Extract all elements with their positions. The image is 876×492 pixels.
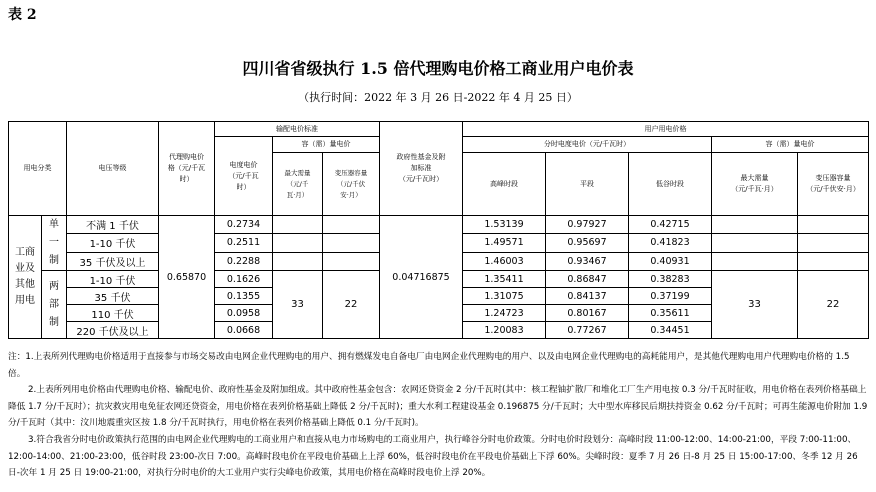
header-capacity: 容（需）量电价 [273,137,380,153]
header-tou: 分时电度电价（元/千瓦时） [463,137,712,153]
energy-price-cell: 0.0668 [215,322,273,339]
peak-cell: 1.24723 [463,305,546,322]
transformer-cell: 22 [323,271,380,339]
valley-cell: 0.40931 [629,252,712,270]
header-transformer: 变压器容量 （元/千伏 安·月） [323,153,380,216]
valley-cell: 0.37199 [629,288,712,305]
energy-price-cell: 0.2734 [215,216,273,234]
voltage-cell: 220 千伏及以上 [67,322,159,339]
proxy-price-cell: 0.65870 [159,216,215,339]
note-2: 2.上表所列用电价格由代理购电价格、输配电价、政府性基金及附加组成。其中政府性基金包含：农网还贷资金 2 分/千瓦时(其中：核工程铀扩散厂和堆化工厂生产用电按 0.3 分/千瓦时征收，用电价格在表列价格基础上降低 1.7 分/千瓦时）；抗灾救灾用电免征农网还贷资金，用电价格在表列价格基础上降低 2 分/千瓦时)；重大水利工程建设基金 0.196875 分/千瓦时；大中型水库移民后期扶持资金 0.62 分/千瓦时；可再生能源电价附加 1.9 分/千瓦时（其中：汶川地震重灾区按 1.8 分/千瓦时执行，用电价格在表列价格基础上降低 0.1 分/千瓦时)。 [8,385,868,429]
voltage-cell: 35 千伏 [67,288,159,305]
header-max-demand-user: 最大需量 （元/千瓦·月） [712,153,798,216]
header-transformer-user: 变压器容量 （元/千伏安·月） [798,153,869,216]
voltage-cell: 不满 1 千伏 [67,216,159,234]
category-cell: 工商 业及 其他 用电 [9,216,42,339]
energy-price-cell: 0.2511 [215,234,273,252]
peak-cell: 1.31075 [463,288,546,305]
energy-price-cell: 0.1626 [215,271,273,288]
header-transmission: 输配电价标准 [215,122,380,137]
two-part-cell: 两 部 制 [42,271,67,339]
table-row [9,216,869,234]
transformer-user-cell: 22 [798,271,869,339]
flat-cell: 0.80167 [546,305,629,322]
note-1: 注：1.上表所列代理购电价格适用于直接参与市场交易改由电网企业代理购电的用户、拥有燃煤发电自备电厂由电网企业代理购电的用户、以及由电网企业代理购电的高耗能用户，是其他代理购电用户代理购电价格的 1.5 倍。 [8,352,850,379]
header-peak: 高峰时段 [463,153,546,216]
energy-price-cell: 0.2288 [215,252,273,270]
voltage-cell: 1-10 千伏 [67,234,159,252]
energy-price-cell: 0.1355 [215,288,273,305]
valley-cell: 0.42715 [629,216,712,234]
max-demand-cell: 33 [273,271,323,339]
peak-cell: 1.53139 [463,216,546,234]
voltage-cell: 35 千伏及以上 [67,252,159,270]
valley-cell: 0.38283 [629,271,712,288]
flat-cell: 0.93467 [546,252,629,270]
surcharge-cell: 0.04716875 [380,216,463,339]
valley-cell: 0.34451 [629,322,712,339]
document-title: 四川省省级执行 1.5 倍代理购电价格工商业用户电价表 [242,59,634,78]
table-tag: 表 2 [8,7,37,23]
peak-cell: 1.49571 [463,234,546,252]
document-subtitle: （执行时间：2022 年 3 月 26 日-2022 年 4 月 25 日） [298,91,578,104]
notes-section [8,349,868,482]
peak-cell: 1.35411 [463,271,546,288]
valley-cell: 0.41823 [629,234,712,252]
header-valley: 低谷时段 [629,153,712,216]
header-flat: 平段 [546,153,629,216]
header-energy-price: 电度电价 （元/千瓦 时） [215,137,273,216]
note-3: 3.符合我省分时电价政策执行范围的由电网企业代理购电的工商业用户和直接从电力市场购电的工商业用户，执行峰谷分时电价政策。分时电价时段划分：高峰时段 11:00-12:00、14:00-21:00，平段 7:00-11:00、12:00-14:00、21:00-23:00，低谷时段 23:00-次日 7:00。高峰时段电价在平段电价基础上上浮 60%，低谷时段电价在平段电价基础上下浮 60%。尖峰时段：夏季 7 月 26 日-8 月 25 日 15:00-17:00、冬季 12 月 26 日-次年 1 月 25 日 19:00-21:00，对执行分时电价的大工业用户实行尖峰电价政策，其用电价格在高峰时段电价上浮 20%。 [8,434,858,479]
header-max-demand: 最大需量 （元/千 瓦·月） [273,153,323,216]
flat-cell: 0.84137 [546,288,629,305]
peak-cell: 1.20083 [463,322,546,339]
header-category: 用电分类 [9,122,67,216]
header-surcharge: 政府性基金及附 加标准 （元/千瓦时） [380,122,463,216]
valley-cell: 0.35611 [629,305,712,322]
header-user-price: 用户用电价格 [463,122,869,137]
flat-cell: 0.97927 [546,216,629,234]
single-part-cell: 单 一 制 [42,216,67,271]
tariff-table [8,121,869,339]
header-proxy-price: 代理购电价 格（元/千瓦 时） [159,122,215,216]
voltage-cell: 110 千伏 [67,305,159,322]
flat-cell: 0.95697 [546,234,629,252]
flat-cell: 0.86847 [546,271,629,288]
header-voltage: 电压等级 [67,122,159,216]
energy-price-cell: 0.0958 [215,305,273,322]
flat-cell: 0.77267 [546,322,629,339]
max-demand-user-cell: 33 [712,271,798,339]
voltage-cell: 1-10 千伏 [67,271,159,288]
peak-cell: 1.46003 [463,252,546,270]
header-capacity-user: 容（需）量电价 [712,137,869,153]
